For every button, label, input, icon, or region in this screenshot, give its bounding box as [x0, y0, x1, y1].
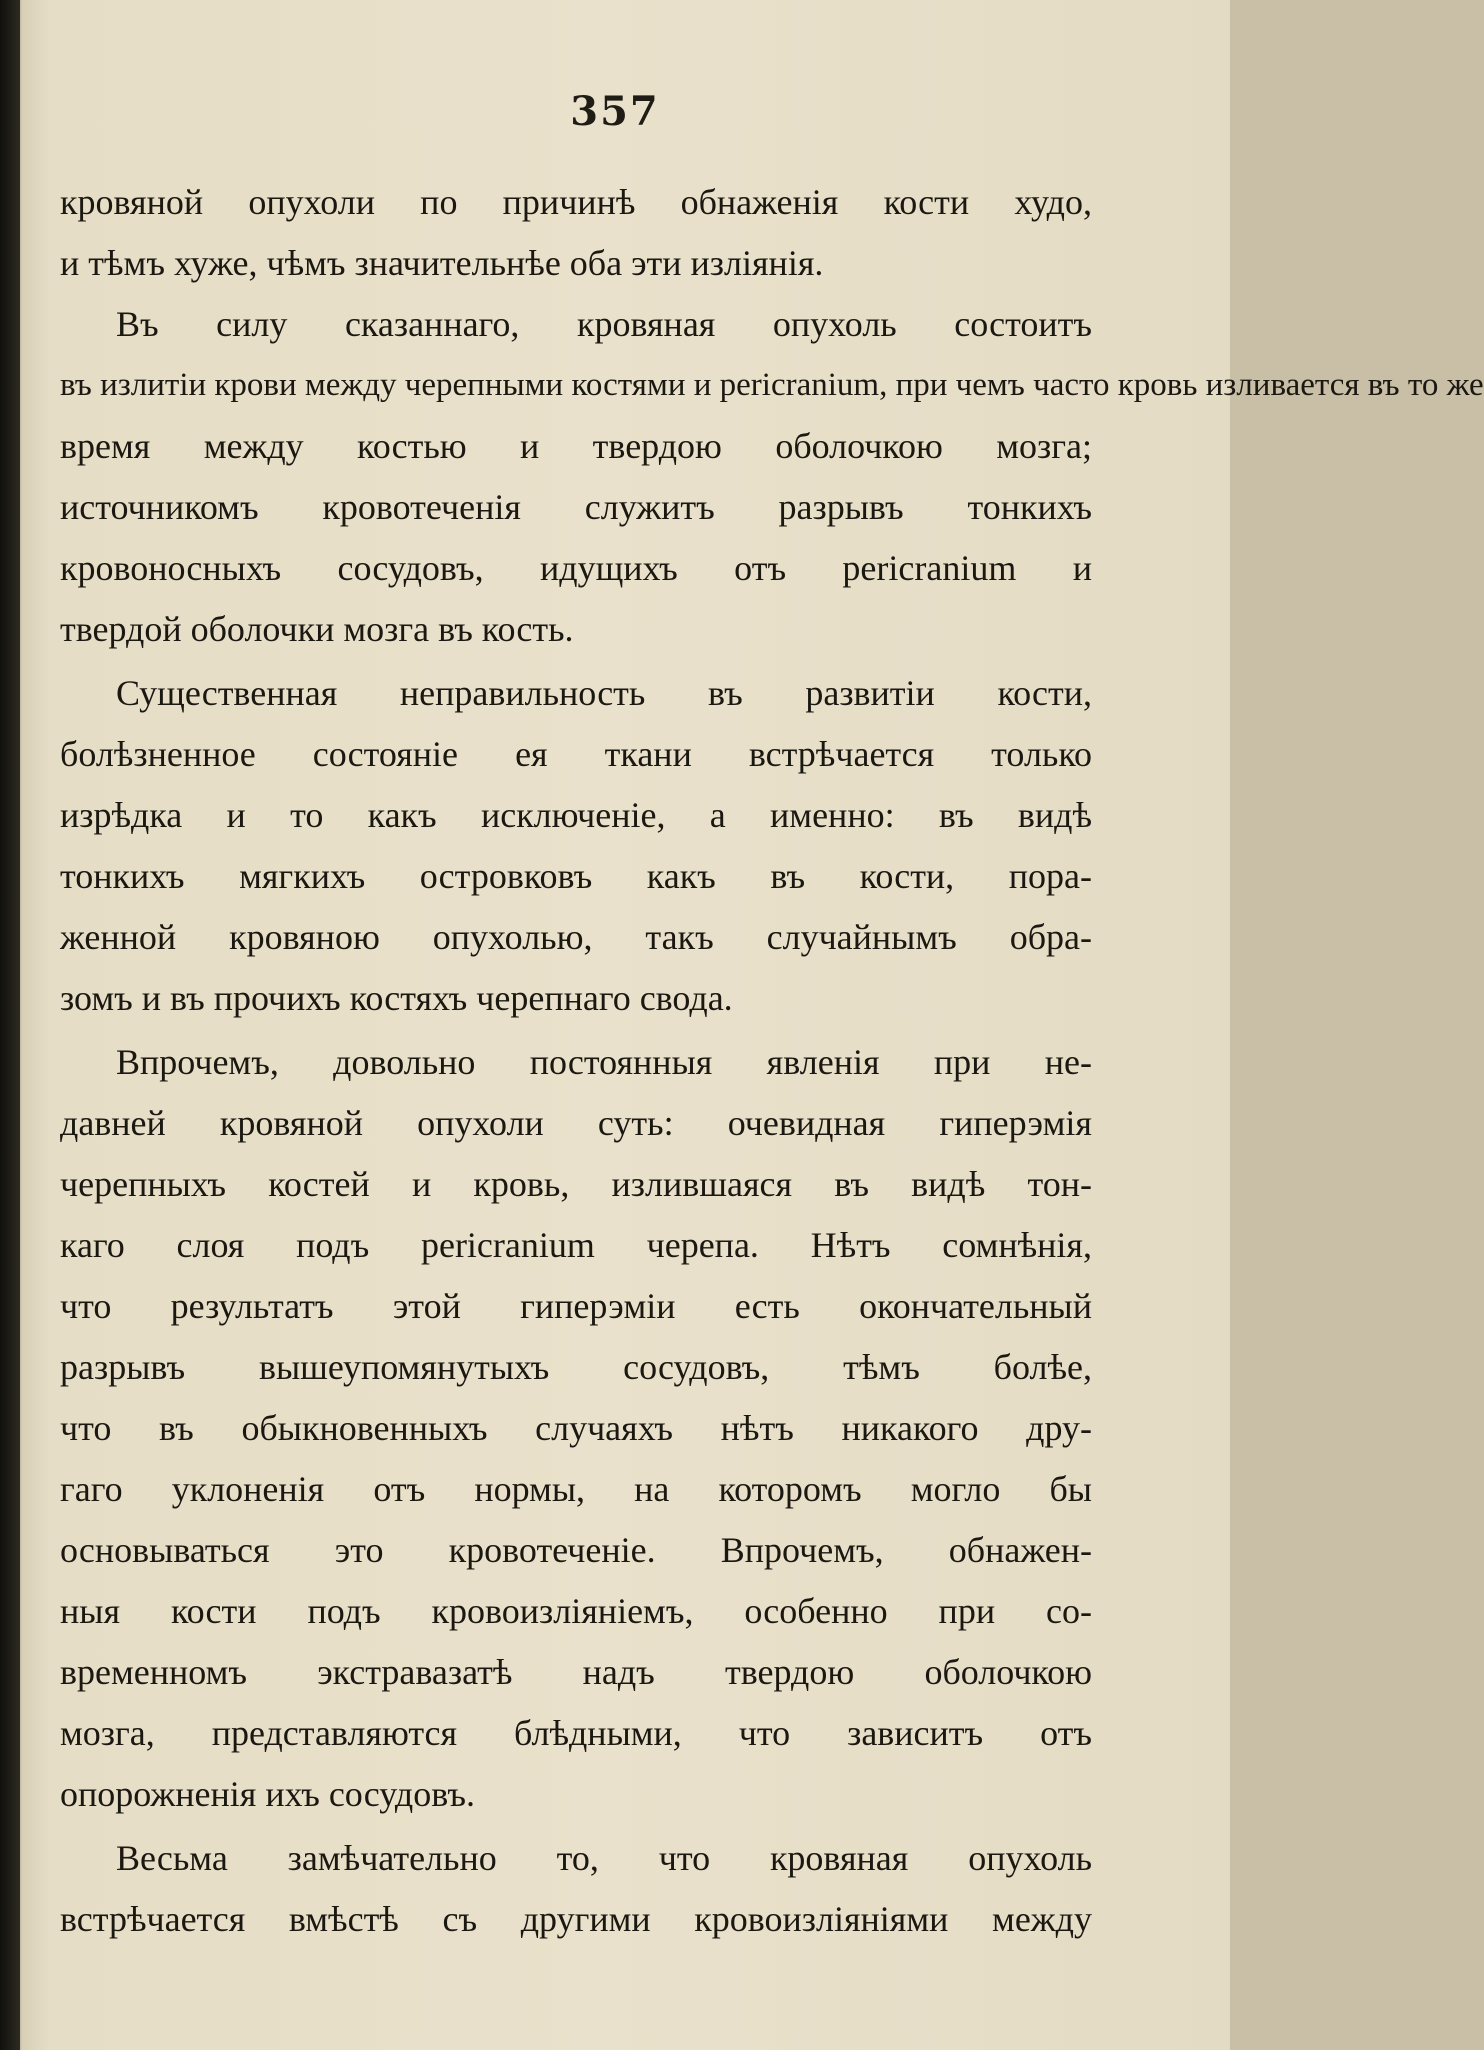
- text-line: основываться это кровотеченіе. Впрочемъ, обнажен-: [60, 1530, 1092, 1570]
- paragraph-start-line: Существенная неправильность въ развитіи кости,: [116, 673, 1092, 713]
- text-line: время между костью и твердою оболочкою мозга;: [60, 426, 1092, 466]
- text-line: что результатъ этой гиперэміи есть окончательный: [60, 1286, 1092, 1326]
- text-line: опорожненія ихъ сосудовъ.: [60, 1774, 475, 1814]
- paragraph-start-line: Въ силу сказаннаго, кровяная опухоль состоитъ: [116, 304, 1092, 344]
- text-line: болѣзненное состояніе ея ткани встрѣчается только: [60, 734, 1092, 774]
- text-line: кровяной опухоли по причинѣ обнаженія кости худо,: [60, 182, 1092, 222]
- text-line: источникомъ кровотеченія служитъ разрывъ тонкихъ: [60, 487, 1092, 527]
- text-line: твердой оболочки мозга въ кость.: [60, 609, 574, 649]
- text-line: и тѣмъ хуже, чѣмъ значительнѣе оба эти изліянія.: [60, 243, 824, 283]
- text-line: черепныхъ костей и кровь, излившаяся въ видѣ тон-: [60, 1164, 1092, 1204]
- text-line: давней кровяной опухоли суть: очевидная гиперэмія: [60, 1103, 1092, 1143]
- text-line: что въ обыкновенныхъ случаяхъ нѣтъ никакого дру-: [60, 1408, 1092, 1448]
- body-text: [60, 172, 1484, 1950]
- binding-shadow: [0, 0, 20, 2050]
- text-line: зомъ и въ прочихъ костяхъ черепнаго свода.: [60, 978, 733, 1018]
- text-line: изрѣдка и то какъ исключеніе, а именно: въ видѣ: [60, 795, 1092, 835]
- paragraph-start-line: Весьма замѣчательно то, что кровяная опухоль: [116, 1838, 1092, 1878]
- text-line: разрывъ вышеупомянутыхъ сосудовъ, тѣмъ болѣе,: [60, 1347, 1092, 1387]
- text-line: въ излитіи крови между черепными костями и pericranium, при чемъ часто кровь изливается въ то же: [60, 367, 1484, 403]
- text-line: тонкихъ мягкихъ островковъ какъ въ кости, пора-: [60, 856, 1092, 896]
- text-line: гаго уклоненія отъ нормы, на которомъ могло бы: [60, 1469, 1092, 1509]
- page-number: 357: [570, 88, 660, 135]
- text-line: временномъ экстравазатѣ надъ твердою оболочкою: [60, 1652, 1092, 1692]
- text-line: кровоносныхъ сосудовъ, идущихъ отъ pericranium и: [60, 548, 1092, 588]
- text-line: женной кровяною опухолью, такъ случайнымъ обра-: [60, 917, 1092, 957]
- text-line: встрѣчается вмѣстѣ съ другими кровоизліяніями между: [60, 1899, 1092, 1939]
- text-line: ныя кости подъ кровоизліяніемъ, особенно при со-: [60, 1591, 1092, 1631]
- text-line: каго слоя подъ pericranium черепа. Нѣтъ сомнѣнія,: [60, 1225, 1092, 1265]
- paragraph-start-line: Впрочемъ, довольно постоянныя явленія при не-: [116, 1042, 1092, 1082]
- text-line: мозга, представляются блѣдными, что зависитъ отъ: [60, 1713, 1092, 1753]
